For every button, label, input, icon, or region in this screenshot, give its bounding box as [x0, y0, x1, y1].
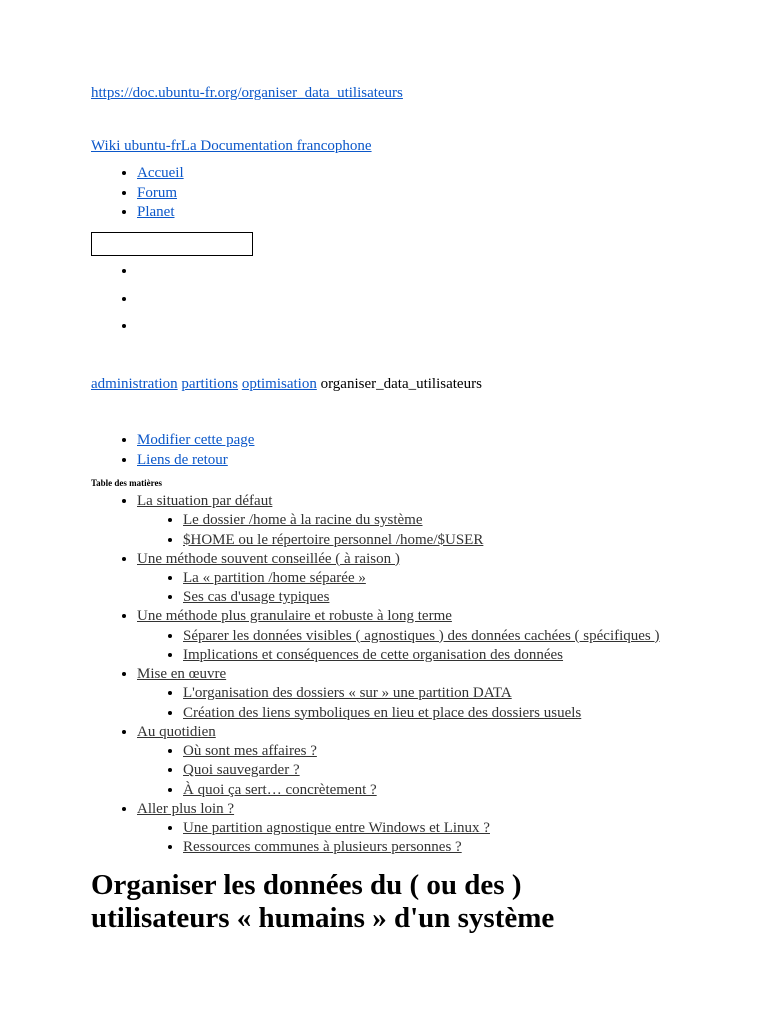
toc-subitem: [183, 742, 660, 761]
toc-sublink[interactable]: Création des liens symboliques en lieu et place des dossiers usuels: [183, 704, 582, 721]
toc-section: [137, 492, 660, 550]
toc-subitem: [183, 684, 660, 703]
nav-link-accueil[interactable]: Accueil: [137, 165, 184, 181]
toc-link[interactable]: Une méthode plus granulaire et robuste à long terme: [137, 608, 452, 625]
toc-link[interactable]: Aller plus loin ?: [137, 800, 235, 817]
toc-section: [137, 665, 660, 723]
toc-sublink[interactable]: À quoi ça sert… concrètement ?: [183, 781, 377, 798]
toc-subitem: [183, 627, 660, 646]
toc-sublink[interactable]: Quoi sauvegarder ?: [183, 762, 300, 779]
toc-section: [137, 550, 660, 608]
toc-section: [137, 723, 660, 800]
nav-link-planet[interactable]: Planet: [137, 204, 175, 221]
toc-subitem: [183, 761, 660, 780]
breadcrumb-current: organiser_data_utilisateurs: [320, 376, 482, 392]
nav-link-forum[interactable]: Forum: [137, 184, 178, 201]
toc-subitem: [183, 781, 660, 800]
toc-subitem: [183, 819, 660, 838]
toc-subitem: [183, 704, 660, 723]
toc-sublink[interactable]: L'organisation des dossiers « sur » une partition DATA: [183, 685, 512, 702]
toc-title: Table des matières: [91, 478, 162, 488]
search-input[interactable]: [91, 232, 253, 256]
main-nav: [137, 164, 184, 223]
page-tools: [137, 431, 254, 470]
breadcrumb: [91, 375, 482, 394]
toc-subitem: [183, 646, 660, 665]
toc-sublink[interactable]: Le dossier /home à la racine du système: [183, 512, 423, 529]
page-title: [91, 869, 731, 935]
toc-link[interactable]: Mise en œuvre: [137, 666, 227, 683]
toc-subitem: [183, 838, 660, 857]
edit-page-link[interactable]: Modifier cette page: [137, 432, 255, 448]
toc-section: [137, 607, 660, 665]
breadcrumb-link-optimisation[interactable]: optimisation: [241, 376, 317, 392]
toc-subitem: [183, 511, 660, 530]
toc-sublink[interactable]: $HOME ou le répertoire personnel /home/$USER: [183, 531, 484, 548]
breadcrumb-link-partitions[interactable]: partitions: [181, 376, 239, 392]
site-title-link[interactable]: Wiki ubuntu-frLa Documentation francophone: [91, 138, 372, 154]
toc-sublink[interactable]: La « partition /home séparée »: [183, 570, 366, 586]
page-title-line-2: utilisateurs « humains » d'un système: [91, 902, 555, 934]
nav-item-planet: [137, 203, 184, 223]
nav-item-forum: [137, 184, 184, 204]
tool-item-backlinks: [137, 451, 254, 471]
toc-subitem: [183, 588, 660, 607]
toc-subitem: [183, 569, 660, 588]
toc-link[interactable]: Une méthode souvent conseillée ( à raison ): [137, 550, 400, 567]
backlinks-link[interactable]: Liens de retour: [137, 451, 228, 468]
toc-sublink[interactable]: Séparer les données visibles ( agnostiques ) des données cachées ( spécifiques ): [183, 627, 660, 644]
toc-section: [137, 800, 660, 858]
toc-link[interactable]: Au quotidien: [137, 723, 216, 740]
toc-sublink[interactable]: Implications et conséquences de cette organisation des données: [183, 646, 564, 663]
toc-subitem: [183, 531, 660, 550]
toc-sublink[interactable]: Une partition agnostique entre Windows et Linux ?: [183, 820, 490, 837]
toc-sublink[interactable]: Où sont mes affaires ?: [183, 743, 317, 760]
nav-item-accueil: [137, 164, 184, 184]
toc-sublink[interactable]: Ressources communes à plusieurs personnes ?: [183, 839, 462, 856]
tool-item-edit: [137, 431, 254, 451]
toc-sublink[interactable]: Ses cas d'usage typiques: [183, 589, 330, 606]
table-of-contents: [137, 492, 660, 857]
toc-link[interactable]: La situation par défaut: [137, 493, 273, 509]
page-url-link[interactable]: https://doc.ubuntu-fr.org/organiser_data_utilisateurs: [91, 85, 403, 101]
breadcrumb-link-administration[interactable]: administration: [91, 376, 178, 392]
page-title-line-1: Organiser les données du ( ou des ): [91, 869, 522, 901]
